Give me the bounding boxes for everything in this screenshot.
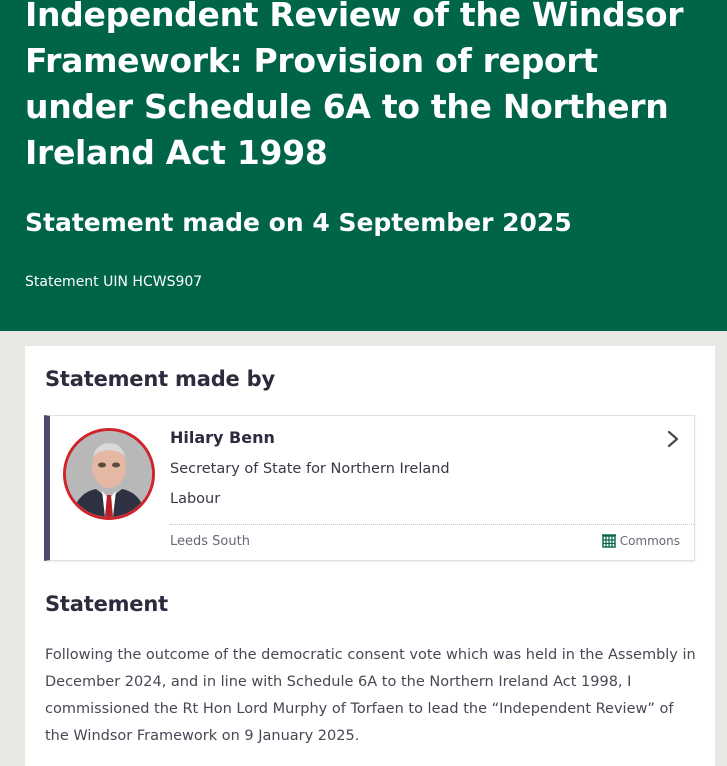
member-card[interactable] xyxy=(44,415,695,561)
member-name: Hilary Benn xyxy=(170,428,275,447)
card-divider xyxy=(170,524,694,525)
statement-heading: Statement xyxy=(45,592,168,616)
portcullis-icon xyxy=(602,534,616,548)
page-title: Independent Review of the Windsor Framework: Provision of report under Schedule 6A to the Northern Ireland Act 1998 xyxy=(25,0,684,172)
house-label: Commons xyxy=(619,534,680,548)
chevron-right-icon[interactable] xyxy=(666,430,680,448)
statement-header xyxy=(0,0,727,331)
house-indicator xyxy=(602,534,680,548)
statement-date: Statement made on 4 September 2025 xyxy=(25,208,572,237)
statement-made-by-heading: Statement made by xyxy=(45,367,275,391)
member-portrait xyxy=(66,431,152,517)
member-party: Labour xyxy=(170,491,221,507)
member-avatar xyxy=(63,428,155,520)
member-role: Secretary of State for Northern Ireland xyxy=(170,461,450,477)
statement-panel xyxy=(25,346,715,766)
statement-uin: Statement UIN HCWS907 xyxy=(25,274,203,290)
statement-body: Following the outcome of the democratic consent vote which was held in the Assembly in December 2024, and in line with Schedule 6A to the Northern Ireland Act 1998, I commissioned the Rt Hon Lord Murphy of Torfaen to lead the “Independent Review” of the Windsor Framework on 9 January 2025. xyxy=(45,647,696,744)
member-constituency: Leeds South xyxy=(170,534,250,549)
